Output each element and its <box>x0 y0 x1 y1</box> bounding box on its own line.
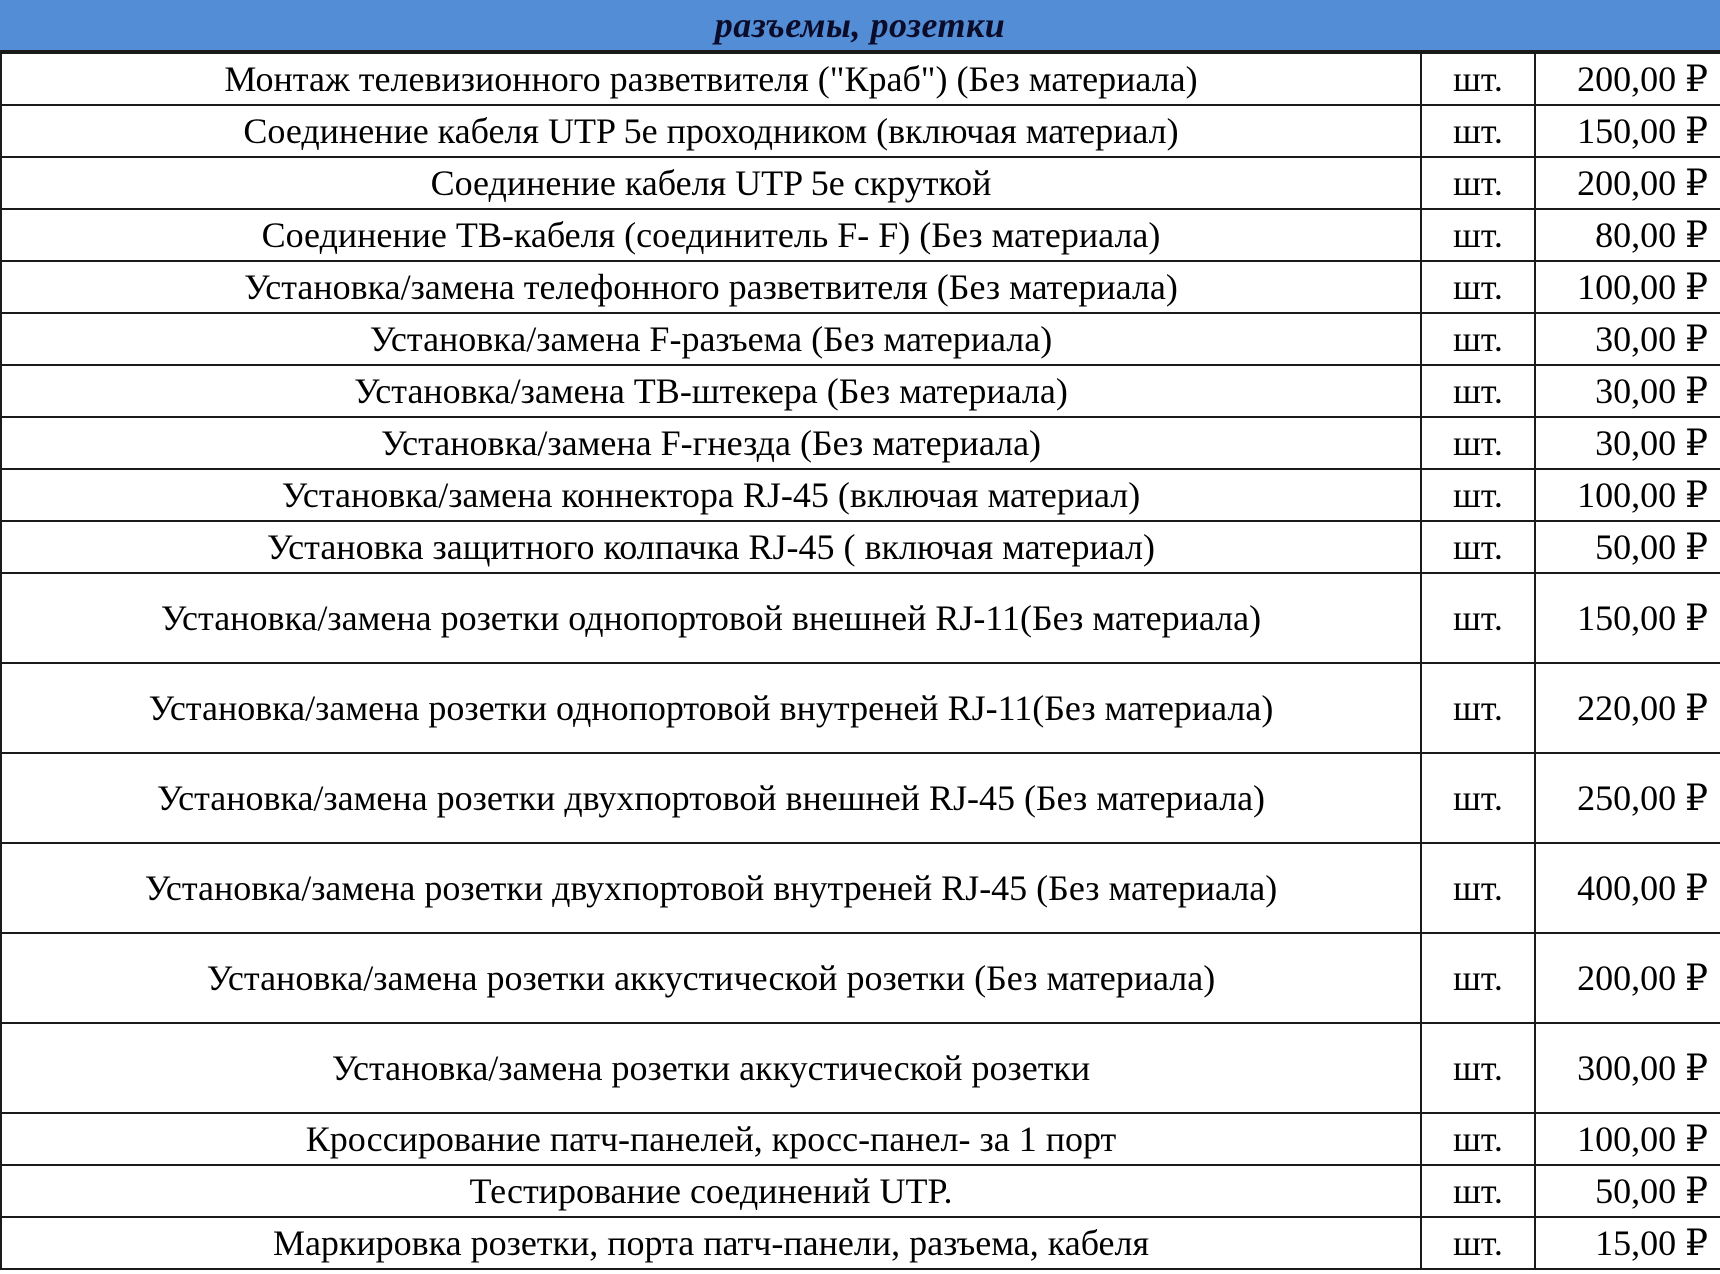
table-row <box>1 663 1720 753</box>
unit-cell: шт. <box>1421 313 1535 365</box>
price-cell: 80,00 ₽ <box>1535 209 1720 261</box>
unit-cell: шт. <box>1421 933 1535 1023</box>
service-name-cell: Соединение ТВ-кабеля (соединитель F- F) (Без материала) <box>1 209 1421 261</box>
unit-cell: шт. <box>1421 417 1535 469</box>
price-cell: 200,00 ₽ <box>1535 53 1720 105</box>
service-name-cell: Маркировка розетки, порта патч-панели, разъема, кабеля <box>1 1217 1421 1269</box>
service-name-cell: Установка/замена F-гнезда (Без материала) <box>1 417 1421 469</box>
price-cell: 150,00 ₽ <box>1535 105 1720 157</box>
unit-cell: шт. <box>1421 53 1535 105</box>
service-name-cell: Монтаж телевизионного разветвителя ("Краб") (Без материала) <box>1 53 1421 105</box>
section-header <box>0 0 1720 52</box>
unit-cell: шт. <box>1421 753 1535 843</box>
table-row <box>1 261 1720 313</box>
unit-cell: шт. <box>1421 1023 1535 1113</box>
table-row <box>1 365 1720 417</box>
unit-cell: шт. <box>1421 209 1535 261</box>
service-name-cell: Установка/замена розетки аккустической розетки <box>1 1023 1421 1113</box>
table-row <box>1 105 1720 157</box>
price-cell: 150,00 ₽ <box>1535 573 1720 663</box>
table-row <box>1 469 1720 521</box>
table-row <box>1 1113 1720 1165</box>
price-cell: 300,00 ₽ <box>1535 1023 1720 1113</box>
price-cell: 50,00 ₽ <box>1535 1165 1720 1217</box>
unit-cell: шт. <box>1421 843 1535 933</box>
table-row <box>1 843 1720 933</box>
service-name-cell: Соединение кабеля UTP 5е проходником (включая материал) <box>1 105 1421 157</box>
table-row <box>1 573 1720 663</box>
service-name-cell: Тестирование соединений UTP. <box>1 1165 1421 1217</box>
price-cell: 30,00 ₽ <box>1535 313 1720 365</box>
service-name-cell: Установка/замена F-разъема (Без материала) <box>1 313 1421 365</box>
price-cell: 100,00 ₽ <box>1535 469 1720 521</box>
service-name-cell: Кроссирование патч-панелей, кросс-панел- за 1 порт <box>1 1113 1421 1165</box>
service-name-cell: Установка/замена розетки аккустической розетки (Без материала) <box>1 933 1421 1023</box>
service-name-cell: Установка/замена розетки двухпортовой внешней RJ-45 (Без материала) <box>1 753 1421 843</box>
unit-cell: шт. <box>1421 1217 1535 1269</box>
table-row <box>1 313 1720 365</box>
price-cell: 200,00 ₽ <box>1535 933 1720 1023</box>
service-name-cell: Установка/замена розетки однопортовой внешней RJ-11(Без материала) <box>1 573 1421 663</box>
unit-cell: шт. <box>1421 105 1535 157</box>
unit-cell: шт. <box>1421 261 1535 313</box>
table-row <box>1 209 1720 261</box>
price-cell: 30,00 ₽ <box>1535 365 1720 417</box>
service-name-cell: Соединение кабеля UTP 5е скруткой <box>1 157 1421 209</box>
table-row <box>1 1217 1720 1269</box>
unit-cell: шт. <box>1421 157 1535 209</box>
price-cell: 100,00 ₽ <box>1535 261 1720 313</box>
service-name-cell: Установка/замена коннектора RJ-45 (включая материал) <box>1 469 1421 521</box>
table-row <box>1 1165 1720 1217</box>
table-row <box>1 1023 1720 1113</box>
unit-cell: шт. <box>1421 663 1535 753</box>
price-cell: 250,00 ₽ <box>1535 753 1720 843</box>
unit-cell: шт. <box>1421 1165 1535 1217</box>
price-cell: 50,00 ₽ <box>1535 521 1720 573</box>
table-row <box>1 417 1720 469</box>
price-cell: 200,00 ₽ <box>1535 157 1720 209</box>
table-row <box>1 753 1720 843</box>
unit-cell: шт. <box>1421 1113 1535 1165</box>
table-row <box>1 157 1720 209</box>
service-name-cell: Установка защитного колпачка RJ-45 ( включая материал) <box>1 521 1421 573</box>
price-cell: 15,00 ₽ <box>1535 1217 1720 1269</box>
service-name-cell: Установка/замена ТВ-штекера (Без материала) <box>1 365 1421 417</box>
price-cell: 220,00 ₽ <box>1535 663 1720 753</box>
table-row <box>1 521 1720 573</box>
price-cell: 100,00 ₽ <box>1535 1113 1720 1165</box>
unit-cell: шт. <box>1421 521 1535 573</box>
table-row <box>1 53 1720 105</box>
service-name-cell: Установка/замена розетки двухпортовой внутреней RJ-45 (Без материала) <box>1 843 1421 933</box>
price-cell: 30,00 ₽ <box>1535 417 1720 469</box>
price-table-body <box>1 53 1720 1269</box>
price-cell: 400,00 ₽ <box>1535 843 1720 933</box>
section-title: разъемы, розетки <box>714 5 1006 45</box>
service-name-cell: Установка/замена розетки однопортовой внутреней RJ-11(Без материала) <box>1 663 1421 753</box>
unit-cell: шт. <box>1421 573 1535 663</box>
unit-cell: шт. <box>1421 469 1535 521</box>
price-table <box>0 52 1720 1270</box>
table-row <box>1 933 1720 1023</box>
service-name-cell: Установка/замена телефонного разветвителя (Без материала) <box>1 261 1421 313</box>
unit-cell: шт. <box>1421 365 1535 417</box>
